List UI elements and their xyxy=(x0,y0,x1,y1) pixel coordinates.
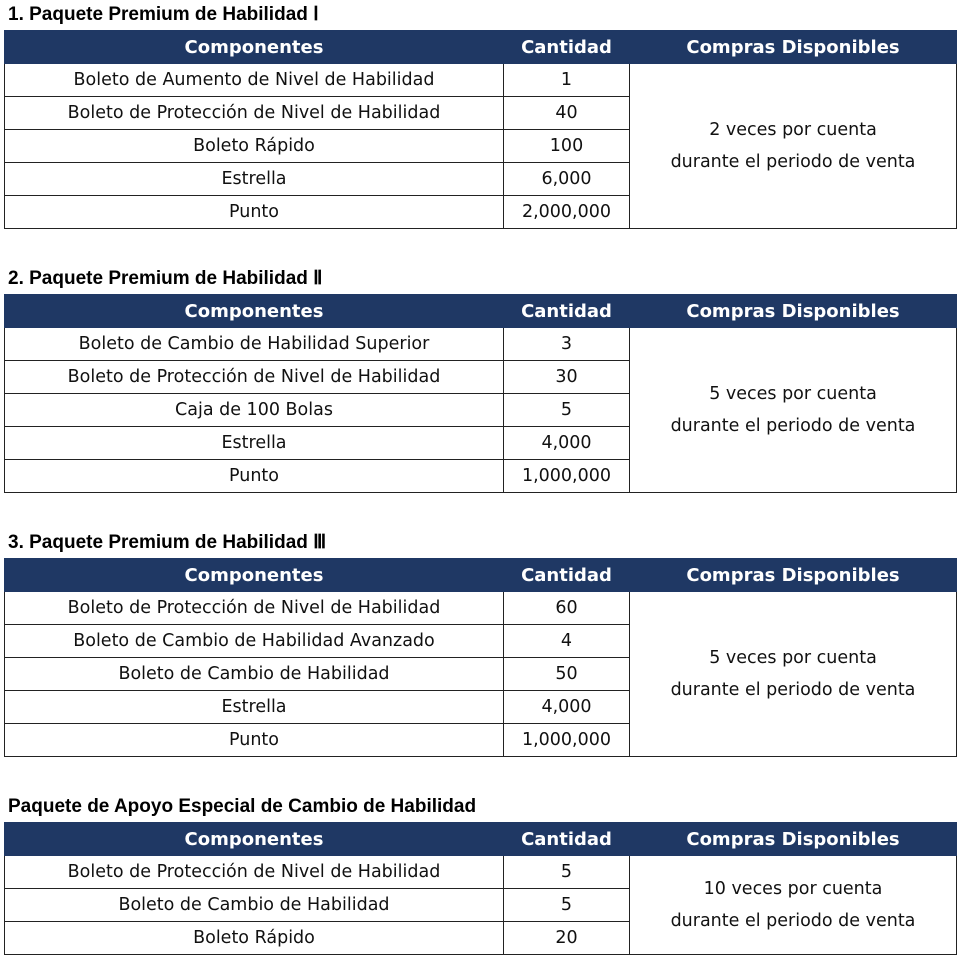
purchase-limit-cell xyxy=(630,856,957,955)
purchase-limit-line1: 10 veces por cuenta xyxy=(703,879,883,899)
header-purchases: Compras Disponibles xyxy=(630,31,957,64)
quantity-cell: 60 xyxy=(504,592,630,625)
component-cell: Estrella xyxy=(5,427,504,460)
header-quantity: Cantidad xyxy=(504,295,630,328)
purchase-limit-line1: 2 veces por cuenta xyxy=(709,120,877,140)
component-cell: Punto xyxy=(5,724,504,757)
table-header-row xyxy=(5,559,957,592)
quantity-cell: 30 xyxy=(504,361,630,394)
purchase-limit-line2: durante el periodo de venta xyxy=(670,152,916,172)
quantity-cell: 40 xyxy=(504,97,630,130)
table-row xyxy=(5,328,957,361)
component-cell: Boleto de Protección de Nivel de Habilidad xyxy=(5,361,504,394)
purchase-limit-line2: durante el periodo de venta xyxy=(670,416,916,436)
package-table xyxy=(4,30,957,229)
table-header-row xyxy=(5,823,957,856)
header-components: Componentes xyxy=(5,559,504,592)
quantity-cell: 5 xyxy=(504,889,630,922)
quantity-cell: 5 xyxy=(504,394,630,427)
component-cell: Estrella xyxy=(5,691,504,724)
package-title: Paquete de Apoyo Especial de Cambio de Habilidad xyxy=(8,796,477,817)
header-purchases: Compras Disponibles xyxy=(630,823,957,856)
component-cell: Boleto Rápido xyxy=(5,922,504,955)
purchase-limit-line2: durante el periodo de venta xyxy=(670,680,916,700)
component-cell: Boleto de Protección de Nivel de Habilidad xyxy=(5,97,504,130)
quantity-cell: 50 xyxy=(504,658,630,691)
header-components: Componentes xyxy=(5,823,504,856)
table-row xyxy=(5,64,957,97)
package-table xyxy=(4,822,957,955)
table-row xyxy=(5,592,957,625)
header-purchases: Compras Disponibles xyxy=(630,559,957,592)
quantity-cell: 1 xyxy=(504,64,630,97)
quantity-cell: 6,000 xyxy=(504,163,630,196)
component-cell: Punto xyxy=(5,460,504,493)
component-cell: Boleto de Cambio de Habilidad xyxy=(5,658,504,691)
package-title: 2. Paquete Premium de Habilidad Ⅱ xyxy=(8,268,323,289)
table-header-row xyxy=(5,31,957,64)
component-cell: Boleto de Cambio de Habilidad Avanzado xyxy=(5,625,504,658)
quantity-cell: 1,000,000 xyxy=(504,460,630,493)
quantity-cell: 3 xyxy=(504,328,630,361)
package-table xyxy=(4,558,957,757)
component-cell: Punto xyxy=(5,196,504,229)
quantity-cell: 5 xyxy=(504,856,630,889)
component-cell: Boleto de Protección de Nivel de Habilidad xyxy=(5,856,504,889)
header-quantity: Cantidad xyxy=(504,823,630,856)
quantity-cell: 100 xyxy=(504,130,630,163)
header-quantity: Cantidad xyxy=(504,31,630,64)
purchase-limit-cell xyxy=(630,328,957,493)
purchase-limit-cell xyxy=(630,64,957,229)
quantity-cell: 4 xyxy=(504,625,630,658)
header-components: Componentes xyxy=(5,295,504,328)
quantity-cell: 2,000,000 xyxy=(504,196,630,229)
quantity-cell: 4,000 xyxy=(504,691,630,724)
quantity-cell: 20 xyxy=(504,922,630,955)
package-table xyxy=(4,294,957,493)
component-cell: Caja de 100 Bolas xyxy=(5,394,504,427)
component-cell: Estrella xyxy=(5,163,504,196)
header-purchases: Compras Disponibles xyxy=(630,295,957,328)
component-cell: Boleto de Cambio de Habilidad xyxy=(5,889,504,922)
header-components: Componentes xyxy=(5,31,504,64)
quantity-cell: 4,000 xyxy=(504,427,630,460)
component-cell: Boleto de Cambio de Habilidad Superior xyxy=(5,328,504,361)
quantity-cell: 1,000,000 xyxy=(504,724,630,757)
component-cell: Boleto Rápido xyxy=(5,130,504,163)
table-row xyxy=(5,856,957,889)
table-header-row xyxy=(5,295,957,328)
component-cell: Boleto de Aumento de Nivel de Habilidad xyxy=(5,64,504,97)
package-title: 3. Paquete Premium de Habilidad Ⅲ xyxy=(8,532,327,553)
purchase-limit-cell xyxy=(630,592,957,757)
purchase-limit-line1: 5 veces por cuenta xyxy=(709,648,877,668)
package-title: 1. Paquete Premium de Habilidad Ⅰ xyxy=(8,4,319,25)
component-cell: Boleto de Protección de Nivel de Habilidad xyxy=(5,592,504,625)
header-quantity: Cantidad xyxy=(504,559,630,592)
purchase-limit-line2: durante el periodo de venta xyxy=(670,911,916,931)
purchase-limit-line1: 5 veces por cuenta xyxy=(709,384,877,404)
